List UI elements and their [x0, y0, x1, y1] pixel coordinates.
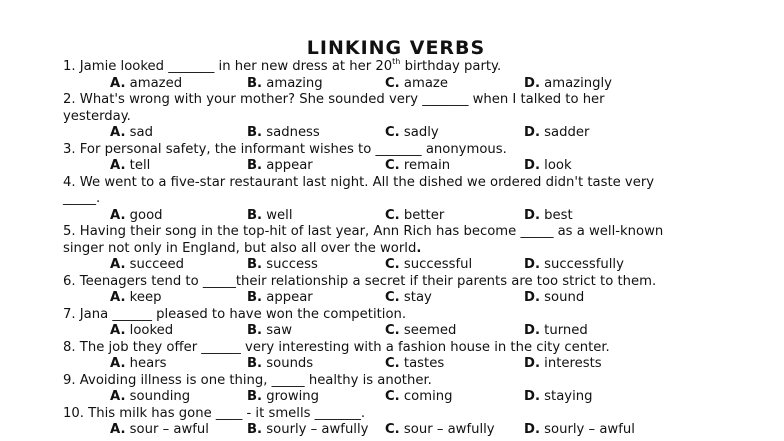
question-3-options	[63, 158, 723, 175]
question-8-option-b[interactable]: B. sounds	[247, 356, 314, 371]
question-4-option-c[interactable]: C. better	[385, 207, 445, 223]
worksheet-title: LINKING VERBS	[306, 37, 486, 59]
question-2-stem: 2. What's wrong with your mother? She sounded very _______ when I talked to her	[63, 92, 605, 107]
question-6-stem: 6. Teenagers tend to _____their relationship a secret if their parents are too strict to them.	[63, 273, 657, 289]
question-3-option-a[interactable]: A. tell	[110, 158, 151, 173]
question-6-option-d[interactable]: D. sound	[524, 290, 585, 305]
question-9-option-a[interactable]: A. sounding	[110, 389, 191, 404]
question-8-options	[63, 356, 723, 373]
question-10-stem: 10. This milk has gone ____ - it smells _______.	[63, 405, 366, 421]
question-1-option-a[interactable]: A. amazed	[110, 75, 183, 91]
question-1-option-c[interactable]: C. amaze	[385, 75, 448, 91]
question-2-option-a[interactable]: A. sad	[110, 125, 153, 140]
question-6-options	[63, 290, 723, 307]
question-8-option-d[interactable]: D. interests	[524, 356, 602, 371]
question-5-option-a[interactable]: A. succeed	[110, 257, 184, 272]
question-7-option-d[interactable]: D. turned	[524, 323, 588, 338]
question-8-stem: 8. The job they offer ______ very interesting with a fashion house in the city center.	[63, 339, 610, 355]
question-1-text-end: birthday party.	[400, 59, 502, 74]
question-2-options	[63, 125, 723, 142]
question-4-stem-cont: _____.	[63, 191, 101, 206]
question-1-option-b[interactable]: B. amazing	[247, 75, 323, 91]
question-7-option-b[interactable]: B. saw	[247, 323, 293, 338]
question-7-option-a[interactable]: A. looked	[110, 323, 174, 338]
question-8-option-c[interactable]: C. tastes	[385, 356, 445, 371]
question-3-option-d[interactable]: D. look	[524, 158, 572, 173]
question-9-option-b[interactable]: B. growing	[247, 389, 320, 404]
question-2-option-d[interactable]: D. sadder	[524, 125, 590, 140]
question-6-option-c[interactable]: C. stay	[385, 290, 432, 305]
question-8-option-a[interactable]: A. hears	[110, 356, 167, 371]
question-5-option-c[interactable]: C. successful	[385, 257, 473, 272]
question-4-option-b[interactable]: B. well	[247, 207, 293, 223]
question-10-option-b[interactable]: B. sourly – awfully	[247, 422, 369, 437]
question-5-stem: 5. Having their song in the top-hit of last year, Ann Rich has become _____ as a well-known	[63, 224, 664, 239]
question-1-text: 1. Jamie looked _______ in her new dress at her 20	[63, 59, 393, 74]
question-10-options	[63, 422, 723, 439]
question-9-option-c[interactable]: C. coming	[385, 389, 453, 404]
question-1-stem	[63, 59, 723, 76]
question-10-option-d[interactable]: D. sourly – awful	[524, 422, 635, 437]
question-5-option-d[interactable]: D. successfully	[524, 257, 624, 272]
question-6-option-b[interactable]: B. appear	[247, 290, 313, 305]
question-3-stem: 3. For personal safety, the informant wishes to _______ anonymous.	[63, 141, 507, 157]
question-10-option-a[interactable]: A. sour – awful	[110, 422, 209, 437]
question-9-stem: 9. Avoiding illness is one thing, _____ healthy is another.	[63, 372, 432, 388]
question-5-option-b[interactable]: B. success	[247, 257, 318, 272]
question-4-option-d[interactable]: D. best	[524, 207, 573, 223]
question-1-superscript: th	[392, 57, 401, 66]
question-4-options	[63, 208, 723, 225]
question-10-option-c[interactable]: C. sour – awfully	[385, 422, 495, 437]
question-4-option-a[interactable]: A. good	[110, 207, 163, 223]
question-2-option-c[interactable]: C. sadly	[385, 125, 439, 140]
question-7-options	[63, 323, 723, 340]
question-6-option-a[interactable]: A. keep	[110, 290, 162, 305]
question-2-stem-cont: yesterday.	[63, 108, 131, 124]
question-1-option-d[interactable]: D. amazingly	[524, 75, 612, 91]
question-9-option-d[interactable]: D. staying	[524, 389, 593, 404]
question-3-option-b[interactable]: B. appear	[247, 158, 313, 173]
question-7-stem: 7. Jana ______ pleased to have won the competition.	[63, 306, 407, 322]
question-7-option-c[interactable]: C. seemed	[385, 323, 457, 338]
question-list	[63, 59, 723, 439]
question-2-option-b[interactable]: B. sadness	[247, 125, 320, 140]
question-1-options	[63, 76, 723, 93]
question-9-options	[63, 389, 723, 406]
question-5-options	[63, 257, 723, 274]
question-5-stem-cont: singer not only in England, but also all over the world.	[63, 240, 422, 256]
question-3-option-c[interactable]: C. remain	[385, 158, 451, 173]
question-4-stem: 4. We went to a five-star restaurant last night. All the dished we ordered didn't taste very	[63, 174, 655, 190]
